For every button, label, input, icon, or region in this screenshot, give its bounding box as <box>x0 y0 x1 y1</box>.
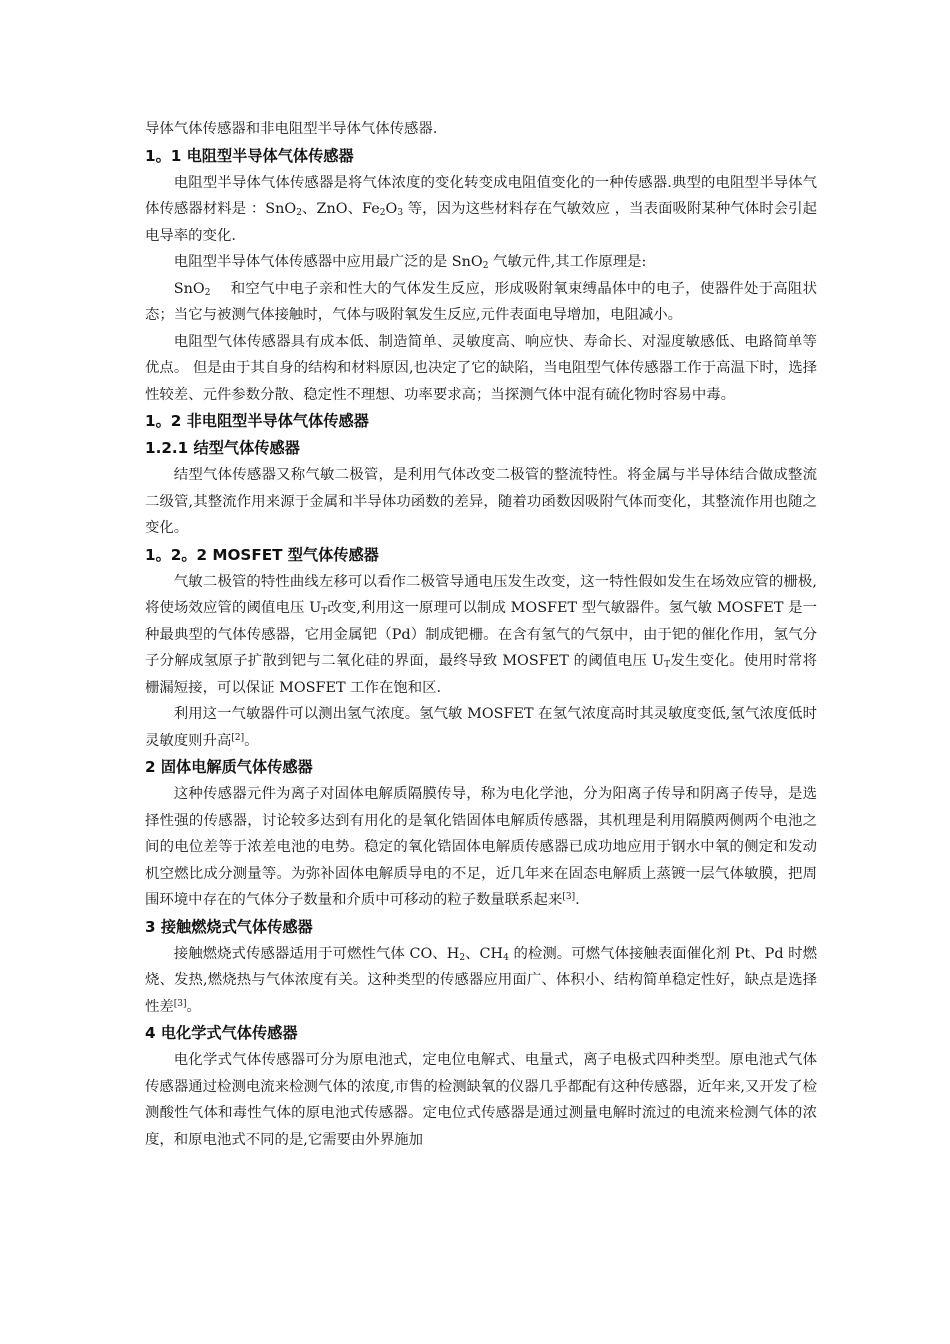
citation-2: [2] <box>231 732 245 743</box>
paragraph-electrochemical: 电化学式气体传感器可分为原电池式，定电位电解式、电量式，离子电极式四种类型。原电池式气体传感器通过检测电流来检测气体的浓度,市售的检测缺氧的仪器几乎都配有这种传感器，近年来,又开发了检测酸性气体和毒性气体的原电池式传感器。定电位式传感器是通过测量电解时流过的电流来检测气体的浓度，和原电池式不同的是,它需要由外界施加 <box>145 1052 817 1148</box>
section-heading-3: 3 接触燃烧式气体传感器 <box>145 917 313 936</box>
section-heading-1-2: 1。2 非电阻型半导体气体传感器 <box>145 412 369 430</box>
section-heading-1-1: 1。1 电阻型半导体气体传感器 <box>145 146 354 165</box>
paragraph-junction-sensor: 结型气体传感器又称气敏二极管，是利用气体改变二极管的整流特性。将金属与半导体结合做成整流二级管,其整流作用来源于金属和半导体功函数的差异，随着功函数因吸附气体而变化，其整流作用也随之变化。 <box>145 467 817 536</box>
section-heading-2: 2 固体电解质气体传感器 <box>145 758 313 776</box>
section-heading-1-2-2: 1。2。2 MOSFET 型气体传感器 <box>145 545 379 564</box>
document-body <box>145 116 817 1153</box>
paragraph-mosfet-hydrogen: 利用这一气敏器件可以测出氢气浓度。氢气敏 MOSFET 在氢气浓度高时其灵敏度变低,氢气浓度低时灵敏度则升高[2]。 <box>145 706 817 749</box>
citation-3: [3] <box>562 892 576 902</box>
paragraph-resistive-intro: 电阻型半导体气体传感器是将气体浓度的变化转变成电阻值变化的一种传感器.典型的电阻型半导体气体传感器材料是 ：SnO$_2$、ZnO、$Fe_2O_3$ 等，因为这些材料存在气敏效应 ，当表面吸附某种气体时会引起电导率的变化. <box>145 174 818 244</box>
citation-3b: [3] <box>173 998 187 1009</box>
paragraph-catalytic-combustion: 接触燃烧式传感器适用于可燃性气体 CO、$H_2$、$CH_4$ 的检测。可燃气体接触表面催化剂 Pt、Pd 时燃烧、发热,燃烧热与气体浓度有关。这种类型的传感器应用面广、体积小、结构简单稳定性好，缺点是选择性差[3]。 <box>145 945 817 1015</box>
paragraph-solid-electrolyte: 这种传感器元件为离子对固体电解质隔膜传导，称为电化学池，分为阳离子传导和阴离子传导，是选择性强的传感器，讨论较多达到有用化的是氧化锆固体电解质传感器，其机理是利用隔膜两侧两个电池之间的电位差等于浓差电池的电势。稳定的氧化锆固体电解质传感器已成功地应用于钢水中氧的侧定和发动机空燃比成分测量等。为弥补固体电解质导电的不足，近几年来在固态电解质上蒸镀一层气体敏膜，把周围环境中存在的气体分子数量和介质中可移动的粒子数量联系起来[3]. <box>145 786 817 908</box>
lead-paragraph-fragment: 导体气体传感器和非电阻型半导体气体传感器. <box>145 121 438 137</box>
paragraph-resistive-pros-cons: 电阻型气体传感器具有成本低、制造简单、灵敏度高、响应快、寿命长、对湿度敏感低、电路简单等优点。 但是由于其自身的结构和材料原因,也决定了它的缺陷，当电阻型气体传感器工作于高温下时，选择性较差、元件参数分散、稳定性不理想、功率要求高；当探测气体中混有硫化物时容易中毒。 <box>145 333 817 403</box>
section-heading-4: 4 电化学式气体传感器 <box>145 1024 298 1042</box>
paragraph-sno2-principle: SnO$_2$ 和空气中电子亲和性大的气体发生反应，形成吸附氧束缚晶体中的电子，使器件处于高阻状态；当它与被测气体接触时，气体与吸附氧发生反应,元件表面电导增加，电阻减小。 <box>145 280 817 323</box>
section-heading-1-2-1: 1.2.1 结型气体传感器 <box>145 439 300 457</box>
paragraph-sno2-principle-intro: 电阻型半导体气体传感器中应用最广泛的是 SnO$_2$ 气敏元件,其工作原理是: <box>173 254 647 271</box>
paragraph-mosfet-sensor: 气敏二极管的特性曲线左移可以看作二极管导通电压发生改变，这一特性假如发生在场效应管的栅极,将使场效应管的阈值电压 $U_T$改变,利用这一原理可以制成 MOSFET 型气敏器件。氢气敏 MOSFET 是一种最典型的气体传感器，它用金属钯（Pd）制成钯栅。在含有氢气的气氛中，由于钯的催化作用，氢气分子分解成氢原子扩散到钯与二氧化硅的界面，最终导致 MOSFET 的阈值电压 $U_T$发生变化。使用时常将栅漏短接，可以保证 MOSFET 工作在饱和区. <box>145 573 817 696</box>
